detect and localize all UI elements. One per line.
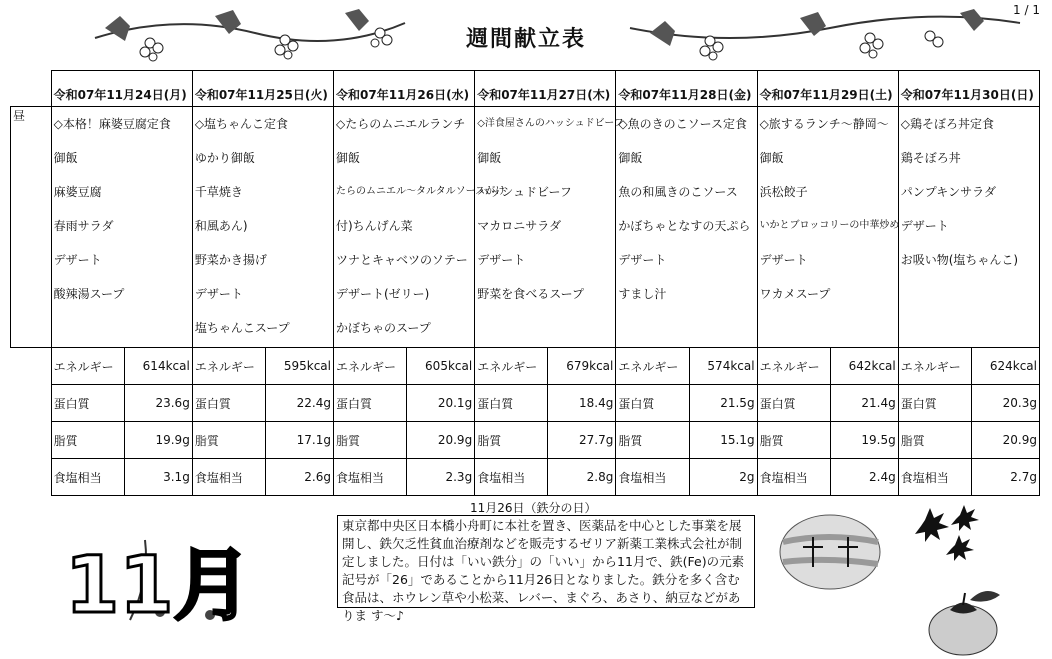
day-dishes xyxy=(51,107,192,348)
dragonfly-moon-icon xyxy=(778,512,883,592)
nutrient-label: エネルギー xyxy=(192,348,265,385)
weekly-menu-table xyxy=(10,70,1040,496)
dish: ◇本格！麻婆豆腐定食 xyxy=(53,117,171,131)
dish xyxy=(54,313,190,347)
dish: デザート xyxy=(194,287,243,301)
nutrient-value: 2.6g xyxy=(265,459,333,496)
nutrient-value: 574kcal xyxy=(689,348,757,385)
dish: 御飯 xyxy=(336,151,361,165)
dish: 塩ちゃんこスープ xyxy=(194,321,290,335)
dish: デザート xyxy=(618,253,667,267)
nutrient-value: 19.9g xyxy=(124,422,192,459)
dish: マカロニサラダ xyxy=(477,219,562,233)
nutrient-value: 605kcal xyxy=(407,348,475,385)
nutrient-value: 22.4g xyxy=(265,385,333,422)
dish: 御飯 xyxy=(53,151,78,165)
day-dishes xyxy=(475,107,624,348)
day-dishes xyxy=(757,107,898,348)
nutrient-value: 2.7g xyxy=(971,459,1039,496)
page-number: 1 / 1 xyxy=(1013,3,1040,17)
nutrient-label: エネルギー xyxy=(475,348,548,385)
dish: お吸い物(塩ちゃんこ) xyxy=(900,253,1019,267)
dish: ◇洋食屋さんのハッシュドビーフ xyxy=(477,118,624,129)
day-dishes xyxy=(898,107,1039,348)
nutrient-value: 624kcal xyxy=(971,348,1039,385)
nutrient-value: 20.9g xyxy=(407,422,475,459)
dish: ◇旅するランチ～静岡～ xyxy=(759,117,889,131)
nutrient-label: 蛋白質 xyxy=(475,385,548,422)
nutrient-value: 21.4g xyxy=(830,385,898,422)
nutrient-label: 食塩相当 xyxy=(616,459,689,496)
dish: パンプキンサラダ xyxy=(900,185,997,199)
dish: 御飯 xyxy=(618,151,643,165)
nutrient-value: 20.1g xyxy=(407,385,475,422)
day-dishes xyxy=(616,107,757,348)
nutrient-label: エネルギー xyxy=(51,348,124,385)
nutrient-value: 23.6g xyxy=(124,385,192,422)
nutrient-value: 20.9g xyxy=(971,422,1039,459)
dish: デザート xyxy=(900,219,949,233)
dish: 鶏そぼろ丼 xyxy=(900,151,961,165)
dish: ◇たらのムニエルランチ xyxy=(336,117,466,131)
nutrient-label: 食塩相当 xyxy=(51,459,124,496)
date-header-row xyxy=(11,71,1040,107)
dish xyxy=(618,313,754,347)
dish: ワカメスープ xyxy=(759,287,831,301)
dish: 魚の和風きのこソース xyxy=(618,185,738,199)
dish: ゆかり御飯 xyxy=(194,151,255,165)
dish: すまし汁 xyxy=(618,287,667,301)
nutrient-label: 蛋白質 xyxy=(51,385,124,422)
dish: 野菜を食べるスープ xyxy=(477,287,584,301)
nutrient-label: 脂質 xyxy=(192,422,265,459)
dish: デザート(ゼリー) xyxy=(336,287,430,301)
nutrient-value: 27.7g xyxy=(548,422,616,459)
dish: 野菜かき揚げ xyxy=(194,253,267,267)
dish: 酸辣湯スープ xyxy=(53,287,125,301)
nutrient-value: 2.3g xyxy=(407,459,475,496)
persimmon-icon xyxy=(925,585,1005,657)
dish: ◇塩ちゃんこ定食 xyxy=(194,117,289,131)
nutrient-label: 脂質 xyxy=(898,422,971,459)
dish xyxy=(901,313,1037,347)
iron-day-title: 11月26日（鉄分の日） xyxy=(470,501,597,515)
dish: いかとブロッコリーの中華炒め xyxy=(759,220,900,231)
dish: ハッシュドビーフ xyxy=(477,185,572,199)
dish: 付)ちんげん菜 xyxy=(336,219,413,233)
date-header: 令和07年11月30日(日) xyxy=(898,71,1039,107)
dish: ◇魚のきのこソース定食 xyxy=(618,117,748,131)
nutrient-label: 食塩相当 xyxy=(192,459,265,496)
nutrient-label: 蛋白質 xyxy=(192,385,265,422)
nutrient-label: 蛋白質 xyxy=(898,385,971,422)
protein-row xyxy=(11,385,1040,422)
dish: 千草焼き xyxy=(194,185,243,199)
date-header: 令和07年11月24日(月) xyxy=(51,71,192,107)
nutrient-label: 脂質 xyxy=(334,422,407,459)
dish: 麻婆豆腐 xyxy=(53,185,102,199)
date-header: 令和07年11月28日(金) xyxy=(616,71,757,107)
iron-day-description: 東京都中央区日本橋小舟町に本社を置き、医薬品を中心とした事業を展開し、鉄欠乏性貧血治療剤などを販売するゼリア新薬工業株式会社が制定しました。日付は「いい鉄分」の「いい」から11月で、鉄(Fe)の元素記号が「26」であることから11月26日となりました。鉄分を多く含む食品は、ホウレン草や小松菜、レバー、まぐろ、あさり、納豆などがありま す～♪ xyxy=(337,515,755,608)
dish: 浜松餃子 xyxy=(759,185,808,199)
dish: 和風あん) xyxy=(194,219,248,233)
day-dishes xyxy=(334,107,506,348)
nutrient-label: 食塩相当 xyxy=(757,459,830,496)
dish xyxy=(901,279,1037,313)
nutrient-value: 3.1g xyxy=(124,459,192,496)
nutrient-label: 脂質 xyxy=(757,422,830,459)
dish: デザート xyxy=(53,253,102,267)
dish xyxy=(760,313,896,347)
nutrient-label: 蛋白質 xyxy=(757,385,830,422)
nutrient-value: 18.4g xyxy=(548,385,616,422)
dish: ツナとキャベツのソテー xyxy=(336,253,468,267)
page-title: 週間献立表 xyxy=(465,27,586,52)
month-art-text: 11月 xyxy=(65,541,252,631)
dish: デザート xyxy=(477,253,526,267)
nutrient-label: 食塩相当 xyxy=(898,459,971,496)
day-dishes xyxy=(192,107,333,348)
nutrient-label: エネルギー xyxy=(616,348,689,385)
date-header: 令和07年11月27日(木) xyxy=(475,71,616,107)
nutrient-value: 642kcal xyxy=(830,348,898,385)
salt-row xyxy=(11,459,1040,496)
nutrient-label: エネルギー xyxy=(334,348,407,385)
nutrient-value: 614kcal xyxy=(124,348,192,385)
month-art xyxy=(50,520,290,630)
nutrient-value: 20.3g xyxy=(971,385,1039,422)
nutrient-label: 蛋白質 xyxy=(616,385,689,422)
date-header: 令和07年11月26日(水) xyxy=(334,71,475,107)
date-header: 令和07年11月25日(火) xyxy=(192,71,333,107)
nutrient-label: 食塩相当 xyxy=(475,459,548,496)
fat-row xyxy=(11,422,1040,459)
nutrient-label: 脂質 xyxy=(616,422,689,459)
dish: デザート xyxy=(759,253,808,267)
dish: ◇鶏そぼろ丼定食 xyxy=(900,117,994,131)
nutrient-value: 2.4g xyxy=(830,459,898,496)
nutrient-value: 17.1g xyxy=(265,422,333,459)
maple-leaf-icon xyxy=(905,500,985,570)
nutrient-label: エネルギー xyxy=(898,348,971,385)
meal-label: 昼 xyxy=(11,107,52,348)
date-header: 令和07年11月29日(土) xyxy=(757,71,898,107)
nutrient-value: 19.5g xyxy=(830,422,898,459)
nutrient-label: エネルギー xyxy=(757,348,830,385)
grape-vine-icon-right xyxy=(630,8,1020,63)
nutrient-value: 21.5g xyxy=(689,385,757,422)
nutrient-label: 蛋白質 xyxy=(334,385,407,422)
lunch-menu-row xyxy=(11,107,1040,348)
nutrient-label: 脂質 xyxy=(475,422,548,459)
energy-row xyxy=(11,348,1040,385)
dish: 春雨サラダ xyxy=(53,219,114,233)
nutrient-label: 食塩相当 xyxy=(334,459,407,496)
nutrient-value: 679kcal xyxy=(548,348,616,385)
nutrient-label: 脂質 xyxy=(51,422,124,459)
dish xyxy=(477,313,613,347)
nutrient-value: 2g xyxy=(689,459,757,496)
nutrient-value: 15.1g xyxy=(689,422,757,459)
dish: 御飯 xyxy=(759,151,784,165)
dish: たらのムニエル～タルタルソースがけ xyxy=(336,186,506,197)
nutrient-value: 595kcal xyxy=(265,348,333,385)
nutrient-value: 2.8g xyxy=(548,459,616,496)
dish: かぼちゃのスープ xyxy=(336,321,431,335)
dish: 御飯 xyxy=(477,151,502,165)
dish: かぼちゃとなすの天ぷら xyxy=(618,219,751,233)
